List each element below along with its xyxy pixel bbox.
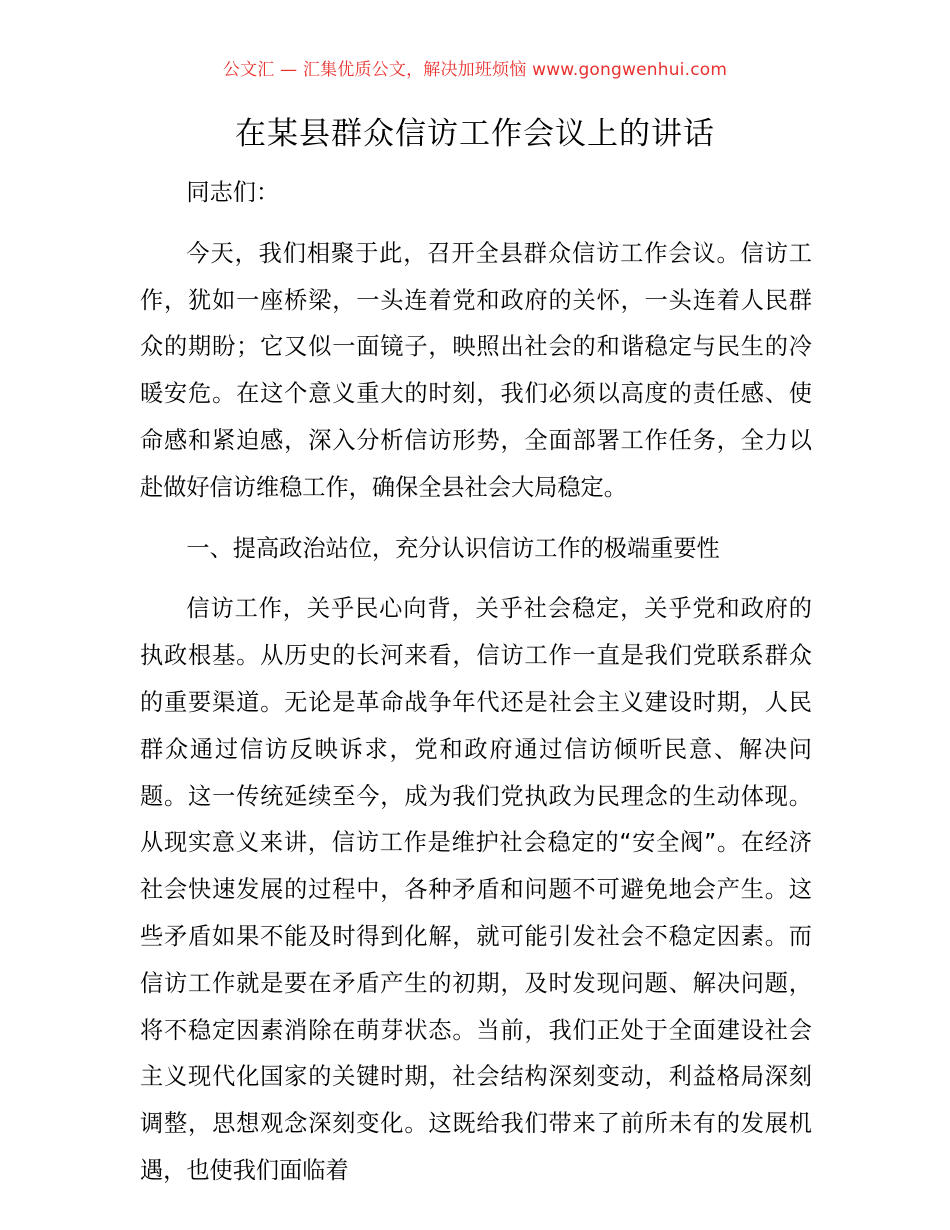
paragraph-section-one: 信访工作，关乎民心向背，关乎社会稳定，关乎党和政府的执政根基。从历史的长河来看，信访工作一直是我们党联系群众的重要渠道。无论是革命战争年代还是社会主义建设时期，人民群众通过信访反映诉求，党和政府通过信访倾听民意、解决问题。这一传统延续至今，成为我们党执政为民理念的生动体现。从现实意义来讲，信访工作是维护社会稳定的“安全阀”。在经济社会快速发展的过程中，各种矛盾和问题不可避免地会产生。这些矛盾如果不能及时得到化解，就可能引发社会不稳定因素。而信访工作就是要在矛盾产生的初期，及时发现问题、解决问题，将不稳定因素消除在萌芽状态。当前，我们正处于全面建设社会主义现代化国家的关键时期，社会结构深刻变动，利益格局深刻调整，思想观念深刻变化。这既给我们带来了前所未有的发展机遇，也使我们面临着 <box>140 595 812 1184</box>
document-body <box>140 170 812 1195</box>
paragraph-gap <box>140 512 812 526</box>
paragraph-gap <box>140 572 812 586</box>
paragraph-intro: 今天，我们相聚于此，召开全县群众信访工作会议。信访工作，犹如一座桥梁，一头连着党和政府的关怀，一头连着人民群众的期盼；它又似一面镜子，映照出社会的和谐稳定与民生的冷暖安危。在这个意义重大的时刻，我们必须以高度的责任感、使命感和紧迫感，深入分析信访形势，全面部署工作任务，全力以赴做好信访维稳工作，确保全县社会大局稳定。 <box>140 239 812 501</box>
salutation: 同志们： <box>186 179 280 206</box>
header-banner: 公文汇 — 汇集优质公文，解决加班烦恼 www.gongwenhui.com <box>222 60 728 80</box>
section-heading: 一、提高政治站位，充分认识信访工作的极端重要性 <box>186 534 720 562</box>
document-title: 在某县群众信访工作会议上的讲话 <box>235 116 715 152</box>
